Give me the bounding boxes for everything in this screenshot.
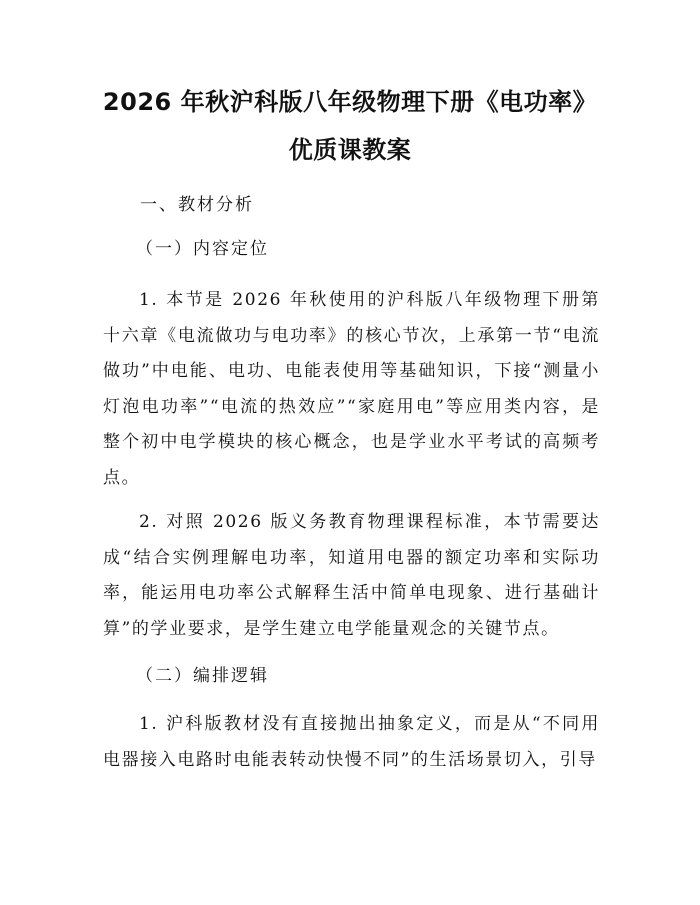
- document-title-line-2: 优质课教案: [288, 136, 412, 164]
- subsection-heading-arrangement-logic: （二）编排逻辑: [136, 666, 269, 686]
- paragraph-arrangement-logic-1: 1. 沪科版教材没有直接抛出抽象定义，而是从“不同用电器接入电路时电能表转动快慢不同”的生活场景切入，引导: [103, 714, 600, 770]
- section-heading-textbook-analysis: 一、教材分析: [140, 195, 254, 215]
- document-title-line-1: 2026 年秋沪科版八年级物理下册《电功率》: [102, 88, 598, 116]
- paragraph-content-positioning-2: 2. 对照 2026 版义务教育物理课程标准，本节需要达成“结合实例理解电功率，知道用电器的额定功率和实际功率，能运用电功率公式解释生活中简单电现象、进行基础计算”的学业要求，是学生建立电学能量观念的关键节点。: [103, 512, 600, 639]
- paragraph-content-positioning-1: 1. 本节是 2026 年秋使用的沪科版八年级物理下册第十六章《电流做功与电功率》的核心节次，上承第一节“电流做功”中电能、电功、电能表使用等基础知识，下接“测量小灯泡电功率”“电流的热效应”“家庭用电”等应用类内容，是整个初中电学模块的核心概念，也是学业水平考试的高频考点。: [103, 290, 600, 488]
- subsection-heading-content-positioning: （一）内容定位: [136, 239, 269, 259]
